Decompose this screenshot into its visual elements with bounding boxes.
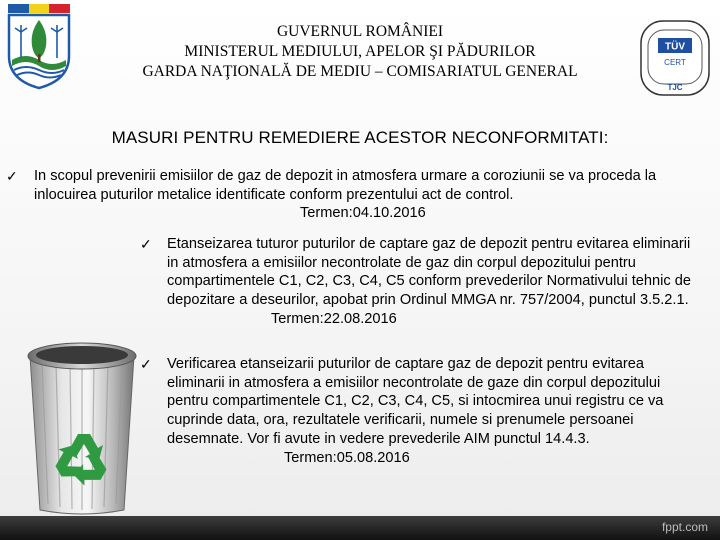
measure-text-1 (34, 167, 706, 223)
checkmark-icon: ✓ (140, 236, 152, 252)
recycle-bin-icon (20, 332, 144, 518)
tuv-cert-logo (640, 20, 710, 96)
header-line-government: GUVERNUL ROMÂNIEI (276, 23, 444, 40)
checkmark-icon: ✓ (6, 168, 18, 184)
measure-deadline: Termen:04.10.2016 (300, 205, 426, 222)
measure-description: In scopul prevenirii emisiilor de gaz de depozit in atmosfera urmare a coroziunii se va proceda la inlocuirea puturilor metalice identificate conform prezentului act de control. (34, 168, 657, 203)
measure-text-3 (167, 355, 696, 467)
watermark-text: fppt.com (661, 520, 708, 534)
romania-crest-logo (6, 4, 72, 90)
footer-bar (0, 516, 720, 540)
measure-item-2 (140, 235, 696, 329)
measure-item-3 (140, 355, 696, 467)
cert-logo-top-text: TÜV (665, 41, 685, 53)
measure-text-2 (167, 235, 696, 329)
cert-logo-middle-text: CERT (664, 58, 686, 67)
measure-deadline: Termen:22.08.2016 (271, 310, 397, 327)
measure-description: Verificarea etanseizarii puturilor de captare gaz de depozit pentru evitarea eliminarii in atmosfera a emisiilor necontrolate de gaze din corpul depozitului pentru compartimentele C1, C2, C3, C4, C5, si intocmirea unui registru ce va cuprinde data, ora, rezultatele verificarii, numele si prenumele persoanei desemnate. Vor fi avute in vedere prevederile AIM punctul 14.4.3. (167, 356, 664, 447)
header-line-guard: GARDA NAŢIONALĂ DE MEDIU – COMISARIATUL GENERAL (142, 63, 578, 80)
measure-item-1 (6, 167, 706, 223)
checkmark-icon: ✓ (140, 356, 152, 372)
slide-title: MASURI PENTRU REMEDIERE ACESTOR NECONFORMITATI: (111, 128, 609, 147)
institution-header (80, 22, 640, 82)
header-line-ministry: MINISTERUL MEDIULUI, APELOR ŞI PĂDURILOR (184, 43, 536, 60)
measure-description: Etanseizarea tuturor puturilor de captare gaz de depozit pentru evitarea eliminarii in atmosfera a emisiilor necontrolate de gaz din corpul depozitului pentru compartimentele C1, C2, C3, C4, C5 conform prevederilor Normativului tehnic de depozitare a deseurilor, apobat prin Ordinul MMGA nr. 757/2004, punctul 3.5.2.1. (167, 236, 691, 309)
measure-deadline: Termen:05.08.2016 (284, 449, 410, 466)
cert-logo-bottom-text: TJC (667, 83, 683, 92)
